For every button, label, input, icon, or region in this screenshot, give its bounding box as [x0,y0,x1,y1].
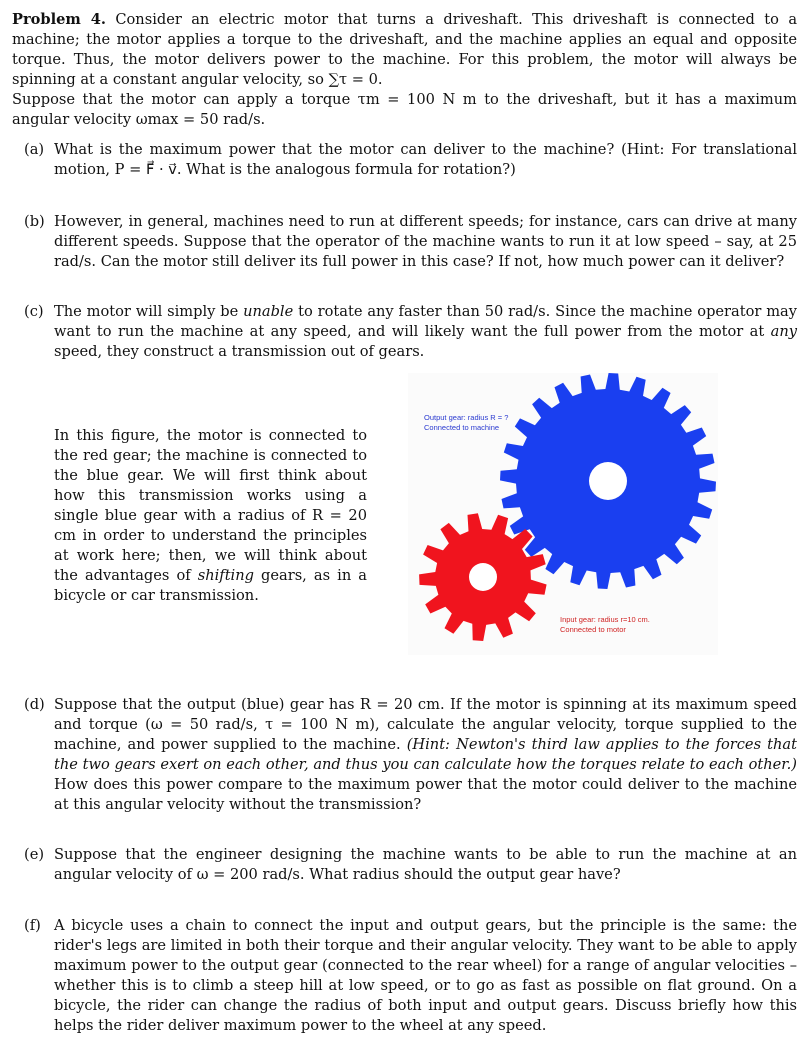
part-b-label: (b) [24,213,45,230]
part-c-emphasis-2: any [770,323,797,340]
part-e [24,845,797,885]
part-c-text-2: to rotate any faster than 50 rad/s. Since the machine operator may want to run the machine at any speed, and will likely want the full power from the motor at [54,303,798,340]
problem-intro-text-1: Consider an electric motor that turns a driveshaft. This driveshaft is connected to a machine; the motor applies a torque to the driveshaft, and the machine applies an equal and opposite torque. Thus, the motor delivers power to the machine. For this problem, the motor will always be spinning at a constant angular velocity, so ∑τ = 0. [12,11,798,88]
part-a-label: (a) [24,141,45,158]
part-d-text-2: How does this power compare to the maximum power that the motor could deliver to the machine at this angular velocity without the transmission? [54,776,797,813]
part-c-label: (c) [24,303,44,320]
part-d-label: (d) [24,696,45,713]
part-e-text: Suppose that the engineer designing the machine wants to be able to run the machine at an angular velocity of ω = 200 rad/s. What radius should the output gear have? [54,846,797,883]
part-b-text: However, in general, machines need to run at different speeds; for instance, cars can drive at many different speeds. Suppose that the operator of the machine wants to run it at low speed – say, at 25 rad/s. Can the motor still deliver its full power in this case? If not, how much power can it deliver? [54,213,797,270]
figure-description-2: gears, as in a bicycle or car transmission. [54,567,367,604]
part-c-text-1: The motor will simply be [54,303,244,320]
part-e-label: (e) [24,846,45,863]
part-a [24,140,797,180]
part-c-text [54,302,797,362]
problem-intro [12,10,797,90]
part-d [24,695,797,815]
figure-description-1: In this figure, the motor is connected to the red gear; the machine is connected to the blue gear. We will first think about how this transmission works using a single blue gear with a radius of R = 20 cm in order to understand the principles at work here; then, we will think about the advantages of [54,427,367,584]
part-c-emphasis-1: unable [243,303,294,320]
gear-figure [408,373,718,655]
input-caption-line-1: Input gear: radius r=10 cm. [560,615,650,624]
part-b [24,212,797,272]
part-d-text [54,695,797,815]
part-c [24,302,797,362]
gear-diagram [408,373,718,655]
input-caption-line-2: Connected to motor [560,625,626,634]
output-caption-line-2: Connected to machine [424,423,500,432]
output-caption-line-1: Output gear: radius R = ? [424,413,509,422]
blue-gear-axle-hole [589,462,627,500]
figure-description-emphasis: shifting [197,567,254,584]
part-f-label: (f) [24,917,41,934]
part-d-hint: (Hint: Newton's third law applies to the forces that the two gears exert on each other, and thus you can calculate how the torques relate to each other.) [54,736,797,773]
problem-intro-2: Suppose that the motor can apply a torque τm = 100 N m to the driveshaft, but it has a maximum angular velocity ωmax = 50 rad/s. [12,91,797,128]
red-input-gear [419,513,546,641]
problem-label: Problem 4. [12,11,106,28]
part-c-text-3: speed, they construct a transmission out of gears. [54,343,425,360]
part-a-text: What is the maximum power that the motor can deliver to the machine? (Hint: For translational motion, P = F⃗ · v⃗. What is the analogous formula for rotation?) [54,141,797,178]
part-d-text-1: Suppose that the output (blue) gear has R = 20 cm. If the motor is spinning at its maximum speed and torque (ω = 50 rad/s, τ = 100 N m), calculate the angular velocity, torque supplied to the machine, and power supplied to the machine. [54,696,797,753]
red-gear-axle-hole [469,563,497,591]
figure-description [54,426,367,606]
part-f [24,916,797,1036]
part-f-text: A bicycle uses a chain to connect the input and output gears, but the principle is the same: the rider's legs are limited in both their torque and their angular velocity. They want to be able to apply maximum power to the output gear (connected to the rear wheel) for a range of angular velocities – whether this is to climb a steep hill at low speed, or to go as fast as possible on flat ground. On a bicycle, the rider can change the radius of both input and output gears. Discuss briefly how this helps the rider deliver maximum power to the wheel at any speed. [54,917,797,1034]
